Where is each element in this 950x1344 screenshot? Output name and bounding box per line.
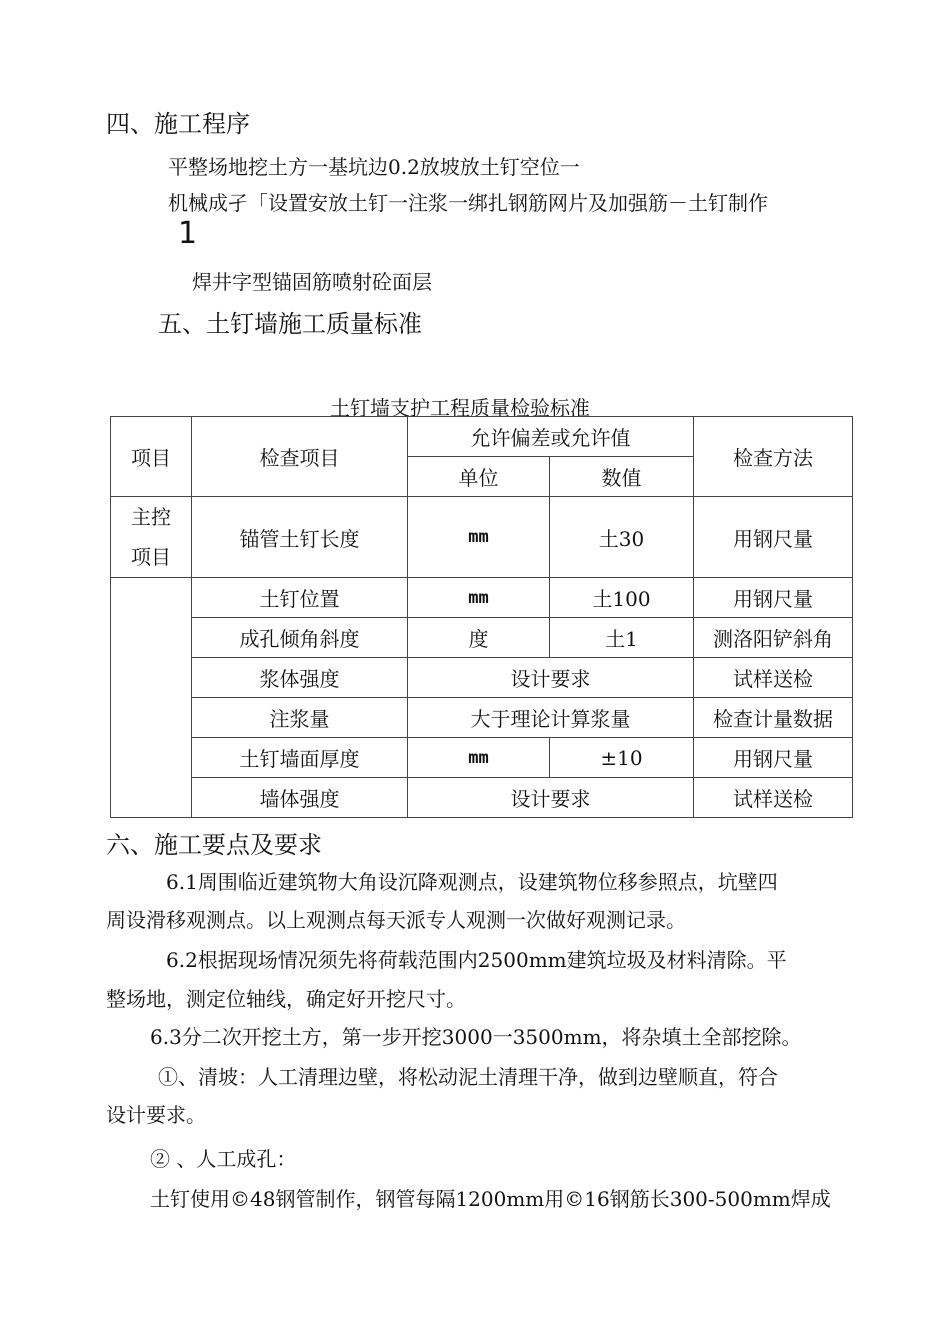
procedure-line-4: 焊井字型锚固筋喷射砼面层 [192, 270, 432, 294]
paragraph-6-1-line-1: 6.1周围临近建筑物大角设沉降观测点，设建筑物位移参照点，坑壁四 [166, 870, 778, 894]
table-row [111, 497, 853, 578]
cell-method: 用钢尺量 [694, 738, 853, 778]
cell-merged-value: 设计要求 [408, 658, 694, 698]
table-row [111, 658, 853, 698]
section-6-title: 六、施工要点及要求 [106, 831, 322, 859]
paragraph-6-3: 6.3分二次开挖土方，第一步开挖3000一3500mm，将杂填土全部挖除。 [150, 1025, 802, 1049]
header-unit: 单位 [408, 457, 550, 497]
group-label-line-1: 主控 [131, 505, 171, 529]
paragraph-6-2-line-1: 6.2根据现场情况须先将荷载范围内2500mm建筑垃圾及材料清除。平 [166, 948, 787, 972]
procedure-line-1: 平整场地挖土方一基坑边0.2放坡放土钉空位一 [168, 155, 580, 179]
table-row [111, 738, 853, 778]
section-4-title: 四、施工程序 [106, 110, 250, 138]
paragraph-6-2-line-2: 整场地，测定位轴线，确定好开挖尺寸。 [106, 987, 466, 1011]
procedure-line-3: 1 [178, 216, 198, 251]
step-1-line-1: ①、清坡：人工清理边壁，将松动泥土清理干净，做到边壁顺直，符合 [158, 1065, 778, 1089]
header-item: 项目 [111, 417, 192, 497]
cell-check: 土钉位置 [192, 578, 408, 618]
quality-standard-table [110, 416, 853, 818]
table-row [111, 618, 853, 658]
cell-unit: mm [408, 738, 550, 778]
cell-method: 试样送检 [694, 658, 853, 698]
cell-value: 土30 [550, 497, 694, 578]
paragraph-6-1-line-2: 周设滑移观测点。以上观测点每天派专人观测一次做好观测记录。 [106, 908, 686, 932]
cell-check: 墙体强度 [192, 778, 408, 818]
header-allowance: 允许偏差或允许值 [408, 417, 694, 457]
header-value: 数值 [550, 457, 694, 497]
cell-check: 注浆量 [192, 698, 408, 738]
cell-value: 土1 [550, 618, 694, 658]
cell-method: 试样送检 [694, 778, 853, 818]
cell-method: 用钢尺量 [694, 578, 853, 618]
section-5-title: 五、土钉墙施工质量标准 [158, 310, 422, 338]
cell-unit: mm [408, 578, 550, 618]
cell-merged-value: 大于理论计算浆量 [408, 698, 694, 738]
table-row [111, 578, 853, 618]
group-general [111, 578, 192, 818]
cell-method: 测洛阳铲斜角 [694, 618, 853, 658]
header-method: 检查方法 [694, 417, 853, 497]
table-row [111, 778, 853, 818]
cell-check: 锚管土钉长度 [192, 497, 408, 578]
step-2-body: 土钉使用©48钢管制作，钢管每隔1200mm用©16钢筋长300-500mm焊成 [150, 1187, 831, 1211]
cell-merged-value: 设计要求 [408, 778, 694, 818]
cell-check: 土钉墙面厚度 [192, 738, 408, 778]
group-main-control [111, 497, 192, 578]
step-2-title: ② 、人工成孔： [150, 1147, 297, 1171]
table-caption: 土钉墙支护工程质量检验标准 [330, 396, 590, 420]
cell-unit: mm [408, 497, 550, 578]
cell-check: 浆体强度 [192, 658, 408, 698]
cell-unit: 度 [408, 618, 550, 658]
cell-check: 成孔倾角斜度 [192, 618, 408, 658]
cell-value: 土100 [550, 578, 694, 618]
cell-value: ±10 [550, 738, 694, 778]
table-header-row [111, 417, 853, 457]
cell-method: 检查计量数据 [694, 698, 853, 738]
procedure-line-2: 机械成孑「设置安放土钉一注浆一绑扎钢筋网片及加强筋－土钉制作 [168, 191, 768, 215]
table-row [111, 698, 853, 738]
group-label-line-2: 项目 [131, 545, 171, 569]
cell-method: 用钢尺量 [694, 497, 853, 578]
header-check-item: 检查项目 [192, 417, 408, 497]
step-1-line-2: 设计要求。 [106, 1103, 206, 1127]
